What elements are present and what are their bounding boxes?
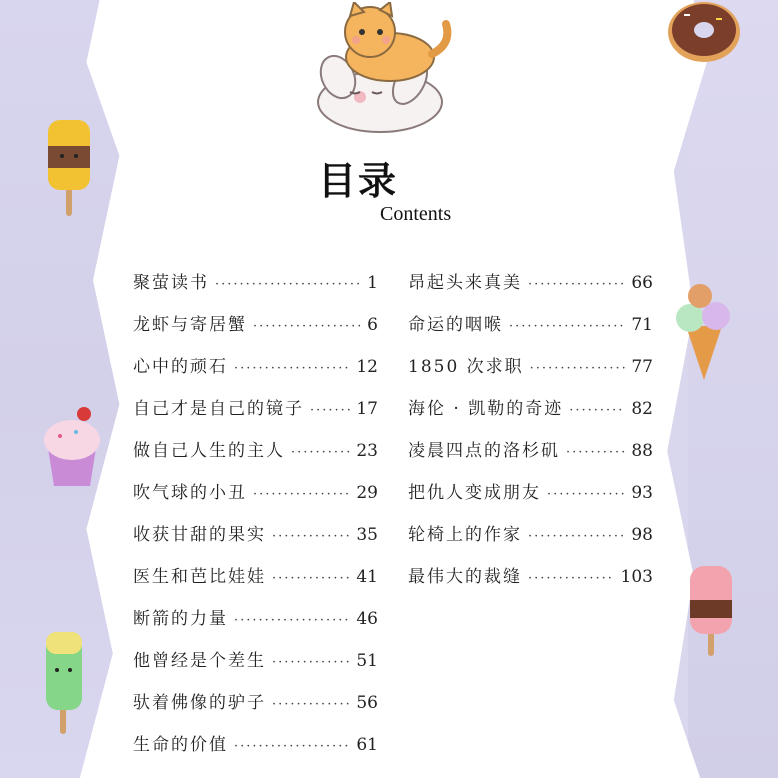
- leader-dots: [272, 571, 350, 586]
- leader-dots: [272, 655, 350, 670]
- toc-entry[interactable]: [133, 646, 378, 688]
- ice-cream-cone-icon: [672, 282, 734, 382]
- toc-entry-title: 命运的咽喉: [408, 315, 503, 335]
- toc-entry-page: 56: [356, 693, 378, 713]
- toc-entry-page: 51: [356, 651, 378, 671]
- toc-entry-title: 断箭的力量: [133, 609, 228, 629]
- toc-entry[interactable]: [133, 436, 378, 478]
- toc-right-column: [408, 268, 653, 604]
- strawberry-popsicle-icon: [684, 560, 740, 660]
- toc-entry-page: 41: [356, 567, 378, 587]
- leader-dots: [547, 487, 625, 502]
- toc-entry[interactable]: [133, 604, 378, 646]
- page-subtitle: Contents: [380, 203, 452, 225]
- toc-entry-title: 轮椅上的作家: [408, 525, 522, 545]
- toc-entry-title: 龙虾与寄居蟹: [133, 315, 247, 335]
- leader-dots: [234, 361, 350, 376]
- leader-dots: [272, 529, 350, 544]
- leader-dots: [530, 361, 626, 376]
- leader-dots: [253, 487, 350, 502]
- leader-dots: [528, 529, 625, 544]
- toc-entry[interactable]: [133, 478, 378, 520]
- toc-entry[interactable]: [408, 562, 653, 604]
- right-background: [688, 0, 778, 778]
- toc-entry-page: 77: [631, 357, 653, 377]
- toc-entry-page: 98: [631, 525, 653, 545]
- toc-entry-page: 29: [356, 483, 378, 503]
- toc-entry-page: 82: [631, 399, 653, 419]
- cupcake-icon: [40, 400, 105, 490]
- toc-entry[interactable]: [133, 310, 378, 352]
- toc-entry[interactable]: [408, 394, 653, 436]
- leader-dots: [234, 739, 350, 754]
- toc-entry-title: 做自己人生的主人: [133, 441, 285, 461]
- leader-dots: [291, 445, 350, 460]
- donut-icon: [664, 0, 744, 70]
- toc-entry-title: 聚萤读书: [133, 273, 209, 293]
- toc-entry[interactable]: [133, 520, 378, 562]
- toc-entry-title: 吹气球的小丑: [133, 483, 247, 503]
- toc-entry-title: 1850 次求职: [408, 357, 524, 377]
- toc-entry-page: 1: [367, 273, 378, 293]
- toc-entry-title: 自己才是自己的镜子: [133, 399, 304, 419]
- page-title: 目录: [318, 159, 399, 203]
- leader-dots: [569, 403, 625, 418]
- toc-entry[interactable]: [408, 310, 653, 352]
- leader-dots: [528, 571, 615, 586]
- leader-dots: [215, 277, 361, 292]
- leader-dots: [234, 613, 350, 628]
- toc-entry-title: 他曾经是个差生: [133, 651, 266, 671]
- toc-entry-page: 61: [356, 735, 378, 755]
- toc-entry[interactable]: [408, 352, 653, 394]
- green-popsicle-icon: [40, 628, 90, 738]
- toc-entry-title: 昂起头来真美: [408, 273, 522, 293]
- toc-entry-title: 海伦 · 凯勒的奇迹: [408, 399, 564, 419]
- toc-entry-page: 23: [356, 441, 378, 461]
- toc-entry[interactable]: [133, 268, 378, 310]
- toc-entry[interactable]: [133, 688, 378, 730]
- toc-entry[interactable]: [408, 520, 653, 562]
- toc-entry[interactable]: [408, 436, 653, 478]
- leader-dots: [310, 403, 350, 418]
- leader-dots: [509, 319, 625, 334]
- toc-entry-title: 收获甘甜的果实: [133, 525, 266, 545]
- leader-dots: [253, 319, 361, 334]
- toc-entry-page: 71: [631, 315, 653, 335]
- cat-on-bunny-illustration: [310, 2, 470, 137]
- toc-entry-title: 医生和芭比娃娃: [133, 567, 266, 587]
- toc-entry-title: 最伟大的裁缝: [408, 567, 522, 587]
- toc-entry-title: 凌晨四点的洛杉矶: [408, 441, 560, 461]
- toc-entry[interactable]: [408, 478, 653, 520]
- leader-dots: [272, 697, 350, 712]
- leader-dots: [528, 277, 625, 292]
- toc-entry-title: 驮着佛像的驴子: [133, 693, 266, 713]
- toc-entry[interactable]: [133, 394, 378, 436]
- toc-entry-page: 46: [356, 609, 378, 629]
- toc-entry[interactable]: [133, 352, 378, 394]
- toc-entry[interactable]: [408, 268, 653, 310]
- toc-entry[interactable]: [133, 562, 378, 604]
- toc-entry-title: 生命的价值: [133, 735, 228, 755]
- leader-dots: [566, 445, 625, 460]
- popsicle-icon: [40, 112, 100, 222]
- toc-entry-page: 66: [631, 273, 653, 293]
- toc-entry-page: 17: [356, 399, 378, 419]
- toc-entry[interactable]: [133, 730, 378, 772]
- toc-entry-page: 93: [631, 483, 653, 503]
- toc-entry-page: 35: [356, 525, 378, 545]
- toc-left-column: [133, 268, 378, 772]
- toc-entry-page: 12: [356, 357, 378, 377]
- toc-entry-page: 88: [631, 441, 653, 461]
- toc-entry-page: 103: [620, 567, 653, 587]
- toc-entry-page: 6: [367, 315, 378, 335]
- toc-entry-title: 心中的顽石: [133, 357, 228, 377]
- toc-entry-title: 把仇人变成朋友: [408, 483, 541, 503]
